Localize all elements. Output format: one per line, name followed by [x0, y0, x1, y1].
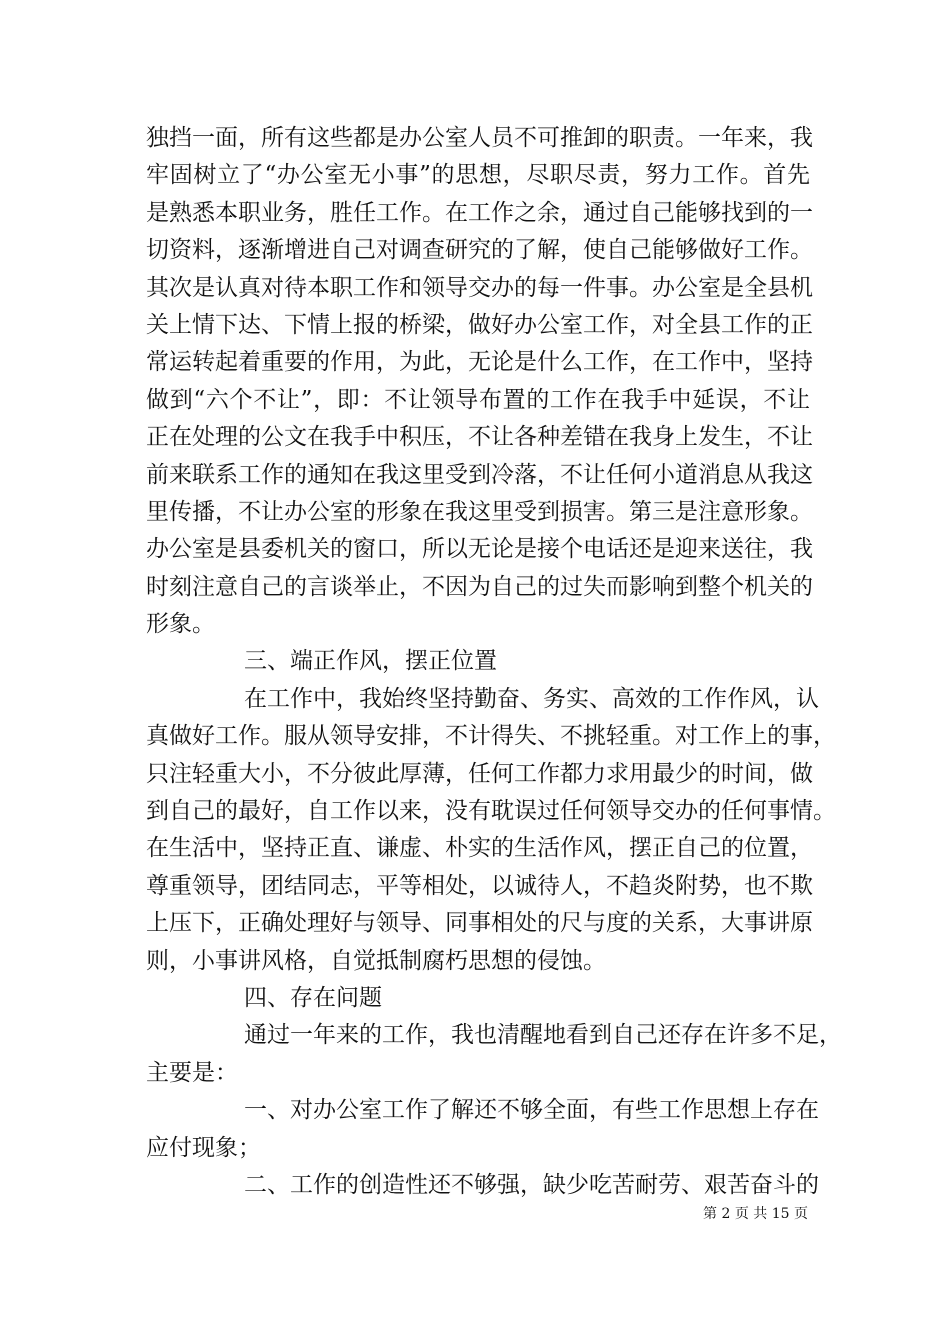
text-line: 四、存在问题 [244, 984, 382, 1011]
text-line: 独挡一面，所有这些都是办公室人员不可推卸的职责。一年来，我 [146, 125, 813, 151]
text-line: 通过一年来的工作，我也清醒地看到自己还存在许多不足， [244, 1022, 842, 1049]
text-line: 切资料，逐渐增进自己对调查研究的了解，使自己能够做好工作。 [146, 237, 813, 264]
text-line: 里传播，不让办公室的形象在我这里受到损害。第三是注意形象。 [146, 498, 813, 525]
text-line: 到自己的最好，自工作以来，没有耽误过任何领导交办的任何事情。 [146, 798, 836, 825]
text-line: 时刻注意自己的言谈举止，不因为自己的过失而影响到整个机关的 [146, 573, 813, 600]
text-line: 只注轻重大小，不分彼此厚薄，任何工作都力求用最少的时间，做 [146, 760, 813, 787]
body-text [146, 120, 842, 1204]
text-line: 形象。 [146, 611, 215, 638]
text-line: 二、工作的创造性还不够强，缺少吃苦耐劳、艰苦奋斗的 [244, 1171, 819, 1198]
text-line: 前来联系工作的通知在我这里受到冷落，不让任何小道消息从我这 [146, 461, 813, 488]
text-line: 则，小事讲风格，自觉抵制腐朽思想的侵蚀。 [146, 947, 606, 974]
text-line: 真做好工作。服从领导安排，不计得失、不挑轻重。对工作上的事， [146, 723, 836, 750]
text-line: 上压下，正确处理好与领导、同事相处的尺与度的关系，大事讲原 [146, 910, 813, 937]
text-line: 应付现象； [146, 1134, 261, 1161]
text-line: 主要是： [146, 1059, 238, 1086]
text-line: 其次是认真对待本职工作和领导交办的每一件事。办公室是全县机 [146, 274, 813, 301]
text-line: 在工作中，我始终坚持勤奋、务实、高效的工作作风，认 [244, 685, 819, 712]
text-line: 牢固树立了“办公室无小事”的思想，尽职尽责，努力工作。首先 [146, 162, 810, 189]
page-number-footer: 第 2 页 共 15 页 [703, 1206, 808, 1222]
text-line: 关上情下达、下情上报的桥梁，做好办公室工作，对全县工作的正 [146, 311, 813, 338]
text-line: 一、对办公室工作了解还不够全面，有些工作思想上存在 [244, 1097, 819, 1124]
text-line: 做到“六个不让”，即：不让领导布置的工作在我手中延误，不让 [146, 386, 810, 413]
text-line: 在生活中，坚持正直、谦虚、朴实的生活作风，摆正自己的位置， [146, 835, 813, 862]
text-line: 正在处理的公文在我手中积压，不让各种差错在我身上发生，不让 [146, 424, 813, 451]
text-line: 常运转起着重要的作用，为此，无论是什么工作，在工作中，坚持 [146, 349, 813, 376]
text-line: 尊重领导，团结同志，平等相处，以诚待人，不趋炎附势，也不欺 [146, 872, 813, 899]
text-line: 是熟悉本职业务，胜任工作。在工作之余，通过自己能够找到的一 [146, 199, 813, 226]
text-line: 办公室是县委机关的窗口，所以无论是接个电话还是迎来送往，我 [146, 536, 813, 563]
text-line: 三、端正作风，摆正位置 [244, 648, 497, 675]
